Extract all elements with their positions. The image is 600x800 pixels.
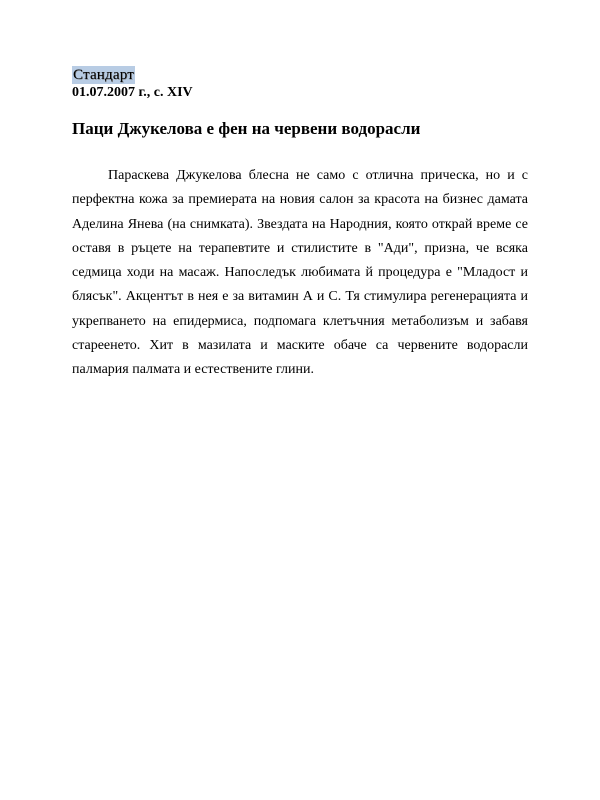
article-paragraph: Параскева Джукелова блесна не само с отлична прическа, но и с перфектна кожа за премиерата на новия салон за красота на бизнес дамата Аделина Янева (на снимката). Звездата на Народния, която открай време се оставя в ръцете на терапевтите и стилистите в "Ади", призна, че всяка седмица ходи на масаж. Напоследък любимата й процедура е "Младост и блясък". Акцентът в нея е за витамин А и С. Тя стимулира регенерацията и укрепването на епидермиса, подпомага клетъчния метаболизъм и забавя стареенето. Хит в мазилата и маските обаче са червените водорасли палмария палмата и естествените глини.	[72, 168, 528, 378]
source-name: Стандарт	[73, 67, 134, 83]
document-page	[72, 66, 528, 397]
article-title: Паци Джукелова е фен на червени водорасли	[72, 119, 421, 138]
date-line: 01.07.2007 г., с. XIV	[72, 85, 193, 100]
